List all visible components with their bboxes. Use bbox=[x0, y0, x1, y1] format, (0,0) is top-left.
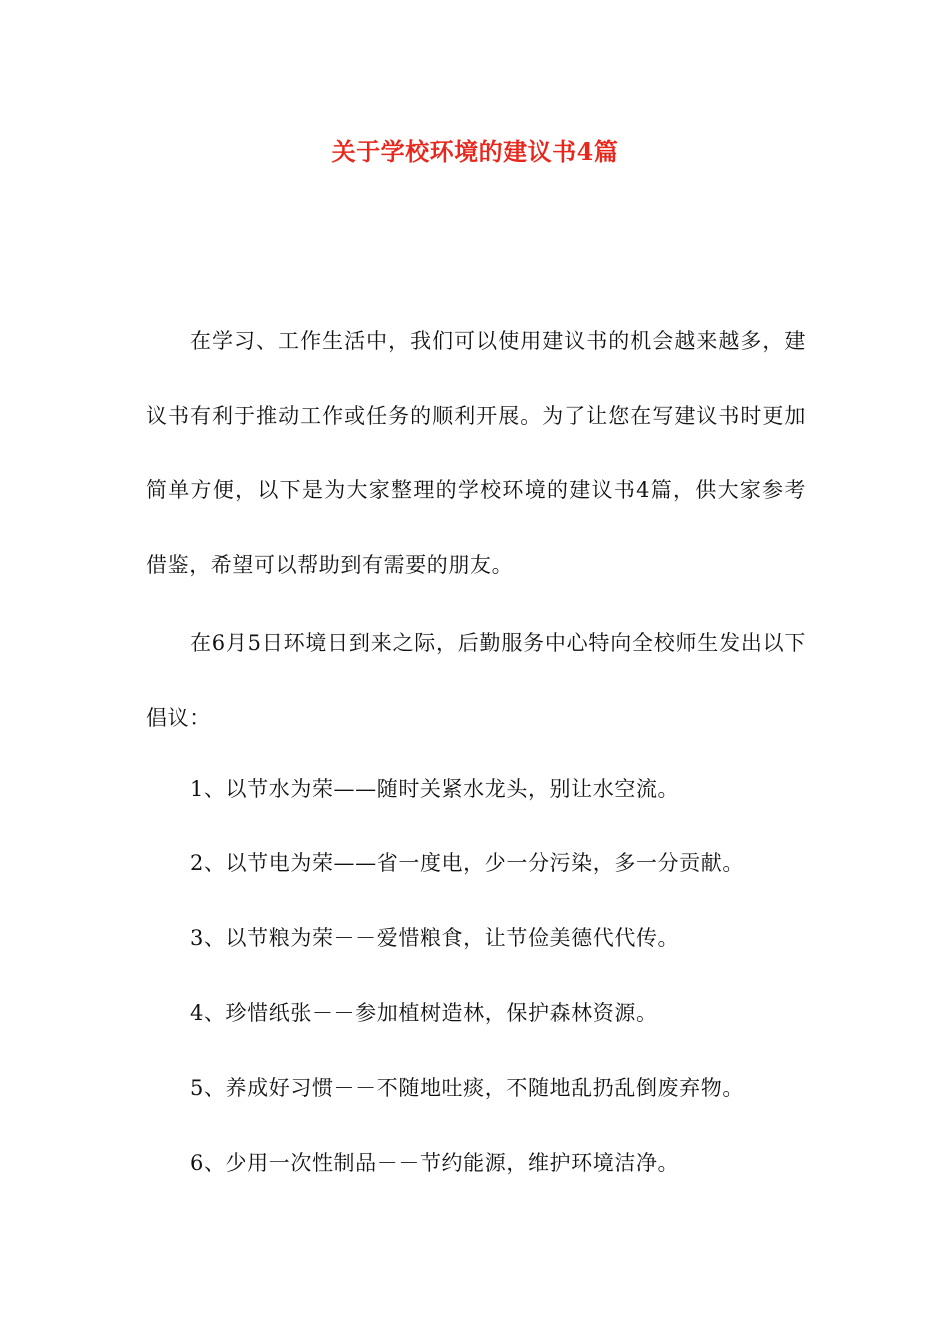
intro-paragraph: 在学习、工作生活中，我们可以使用建议书的机会越来越多，建议书有利于推动工作或任务的顺利开展。为了让您在写建议书时更加简单方便，以下是为大家整理的学校环境的建议书4篇，供大家参考借鉴，希望可以帮助到有需要的朋友。 bbox=[146, 329, 806, 577]
list-item: 4、珍惜纸张－－参加植树造林，保护森林资源。 bbox=[190, 1001, 658, 1025]
list-item: 1、以节水为荣——随时关紧水龙头，别让水空流。 bbox=[190, 777, 680, 801]
list-item: 3、以节粮为荣－－爱惜粮食，让节俭美德代代传。 bbox=[190, 926, 680, 950]
document-title: 关于学校环境的建议书4篇 bbox=[331, 137, 619, 166]
list-item: 6、少用一次性制品－－节约能源，维护环境洁净。 bbox=[190, 1151, 680, 1175]
list-item: 2、以节电为荣——省一度电，少一分污染，多一分贡献。 bbox=[190, 851, 744, 875]
initiative-paragraph: 在6月5日环境日到来之际，后勤服务中心特向全校师生发出以下倡议： bbox=[146, 631, 806, 730]
list-item: 5、养成好习惯－－不随地吐痰，不随地乱扔乱倒废弃物。 bbox=[190, 1076, 744, 1100]
